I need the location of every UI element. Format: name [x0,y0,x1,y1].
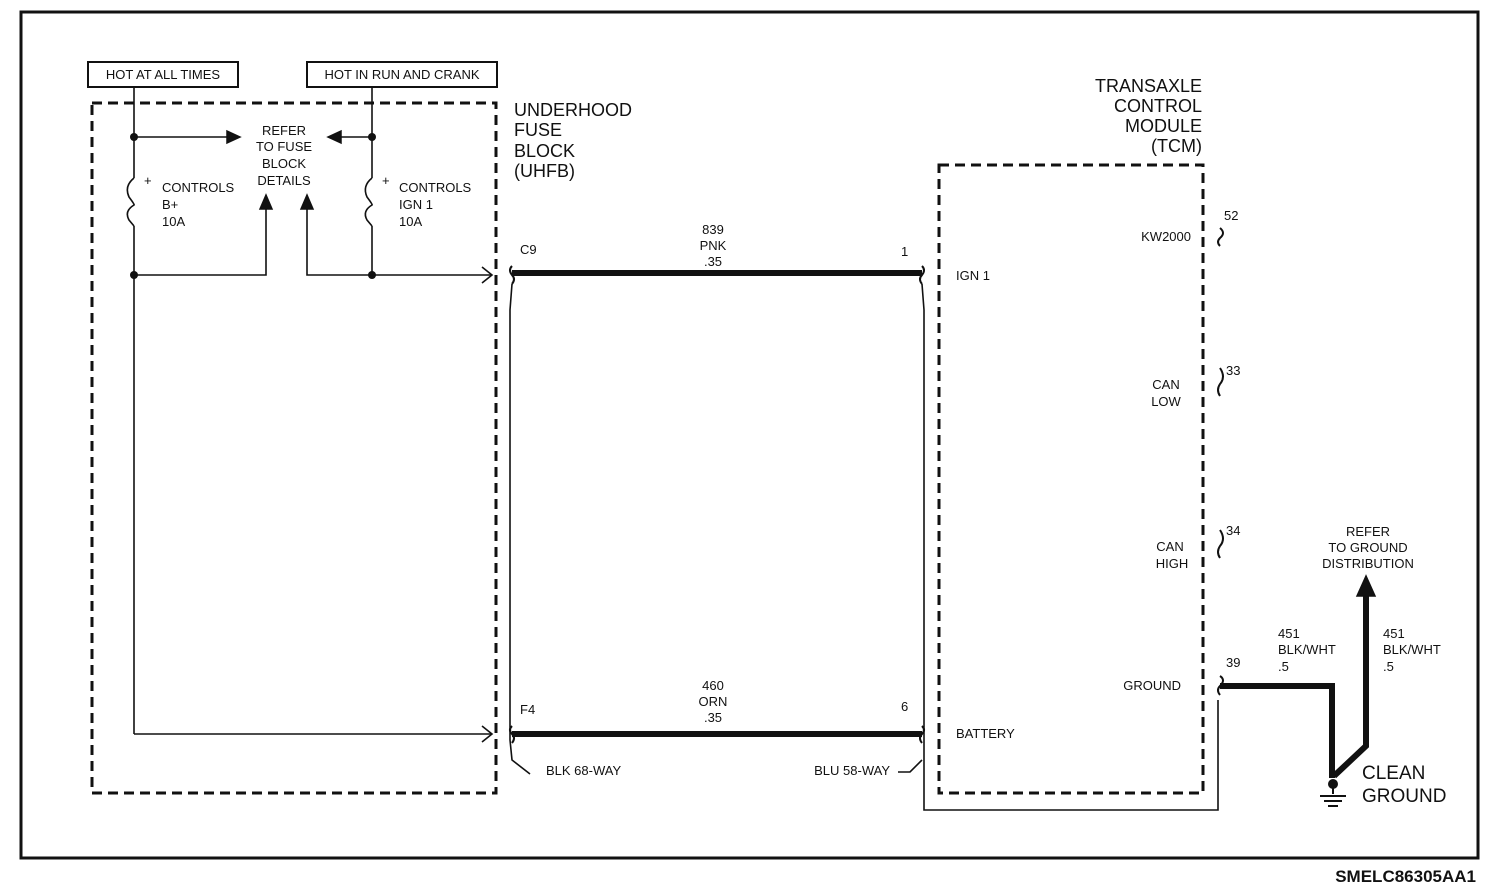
tcm-title-line2: CONTROL [1113,96,1202,116]
uhfb-connector-bracket [510,284,530,774]
connector-pin-1-label: 1 [901,244,909,259]
fuse-b-plus-polarity: + [144,173,152,188]
wire-451-blk-wht [1220,686,1332,778]
ign1-refer-up-arrowhead [301,195,313,209]
fuse-b-plus-symbol [127,178,134,226]
refer-fuse-block-line2: TO FUSE [255,139,313,154]
tcm-pin-ground-label: GROUND [1123,678,1181,693]
ground-distribution-arrowhead [1357,576,1375,596]
refer-ground-line1: REFER [1345,524,1391,539]
tcm-pin-can-high-label-line1: CAN [1156,539,1184,554]
wire-460-color: ORN [698,694,728,709]
tcm-pin-can-low-label-line2: LOW [1151,394,1181,409]
tcm-connector-name-leader [898,760,922,772]
hot-in-run-crank-label: HOT IN RUN AND CRANK [324,67,480,82]
wire-451-right-color: BLK/WHT [1383,642,1441,657]
tcm-pin-52-number: 52 [1224,208,1239,223]
refer-fuse-block-line4: DETAILS [257,173,311,188]
diagram-code: SMELC86305AA1 [1335,867,1476,886]
tcm-pin-34-connector [1218,530,1223,558]
hot-at-all-times-label: HOT AT ALL TIMES [105,67,221,82]
b-plus-refer-up-arrowhead [260,195,272,209]
uhfb-connector-name: BLK 68-WAY [546,763,622,778]
connector-pin-6-label: 6 [901,699,909,714]
wire-451-right-circuit: 451 [1383,626,1405,641]
tcm-title-line3: MODULE [1124,116,1202,136]
tcm-pin-battery-label: BATTERY [956,726,1015,741]
wire-451-left-gauge: .5 [1278,659,1289,674]
tcm-outline [939,165,1203,793]
fuse-ign1-label-line2: IGN 1 [399,197,433,212]
fuse-ign1-polarity: + [382,173,390,188]
tcm-pin-33-connector [1218,368,1223,396]
fuse-ign1-symbol [365,178,372,226]
ign1-refer-return-wire [307,205,372,275]
uhfb-title-line3: BLOCK [514,141,576,161]
connector-f4-label: F4 [520,702,536,717]
clean-ground-line1: CLEAN [1362,763,1426,784]
wire-451-left-color: BLK/WHT [1278,642,1336,657]
connector-c9-label: C9 [520,242,537,257]
wire-839-circuit: 839 [702,222,724,237]
clean-ground-line2: GROUND [1362,786,1447,807]
refer-ground-line3: DISTRIBUTION [1322,556,1414,571]
tcm-pin-33-number: 33 [1226,363,1241,378]
tcm-pin-52-connector [1218,228,1223,246]
fuse-b-plus-label-line3: 10A [162,214,186,229]
wire-460-gauge: .35 [703,710,723,725]
uhfb-outline [92,103,496,793]
wire-451-left-circuit: 451 [1278,626,1300,641]
uhfb-title-line4: (UHFB) [514,161,575,181]
tcm-connector-name: BLU 58-WAY [814,763,890,778]
uhfb-title-line2: FUSE [514,120,563,140]
fuse-ign1-label-line1: CONTROLS [399,180,472,195]
wire-460-circuit: 460 [702,678,724,693]
tcm-pin-kw2000-label: KW2000 [1141,229,1191,244]
wire-451-blk-wht-to-distribution [1334,592,1366,776]
tcm-pin-34-number: 34 [1226,523,1241,538]
tcm-pin-ign1-label: IGN 1 [956,268,990,283]
wire-839-color: PNK [699,238,727,253]
wire-839-gauge: .35 [703,254,723,269]
uhfb-title-line1: UNDERHOOD [514,100,633,120]
refer-ground-line2: TO GROUND [1328,540,1408,555]
fuse-ign1-label-line3: 10A [399,214,423,229]
wire-451-right-gauge: .5 [1383,659,1394,674]
refer-fuse-block-line1: REFER [261,123,307,138]
fuse-b-plus-label-line2: B+ [162,197,179,212]
b-plus-refer-return-wire [134,205,266,275]
fuse-b-plus-label-line1: CONTROLS [162,180,235,195]
tcm-pin-can-low-label-line1: CAN [1152,377,1180,392]
refer-fuse-block-line3: BLOCK [261,156,307,171]
tcm-pin-39-number: 39 [1226,655,1241,670]
b-plus-refer-arrowhead [227,131,240,143]
tcm-pin-can-high-label-line2: HIGH [1155,556,1189,571]
tcm-title-line4: (TCM) [1151,136,1202,156]
tcm-title-line1: TRANSAXLE [1094,76,1202,96]
ign1-refer-arrowhead [328,131,341,143]
